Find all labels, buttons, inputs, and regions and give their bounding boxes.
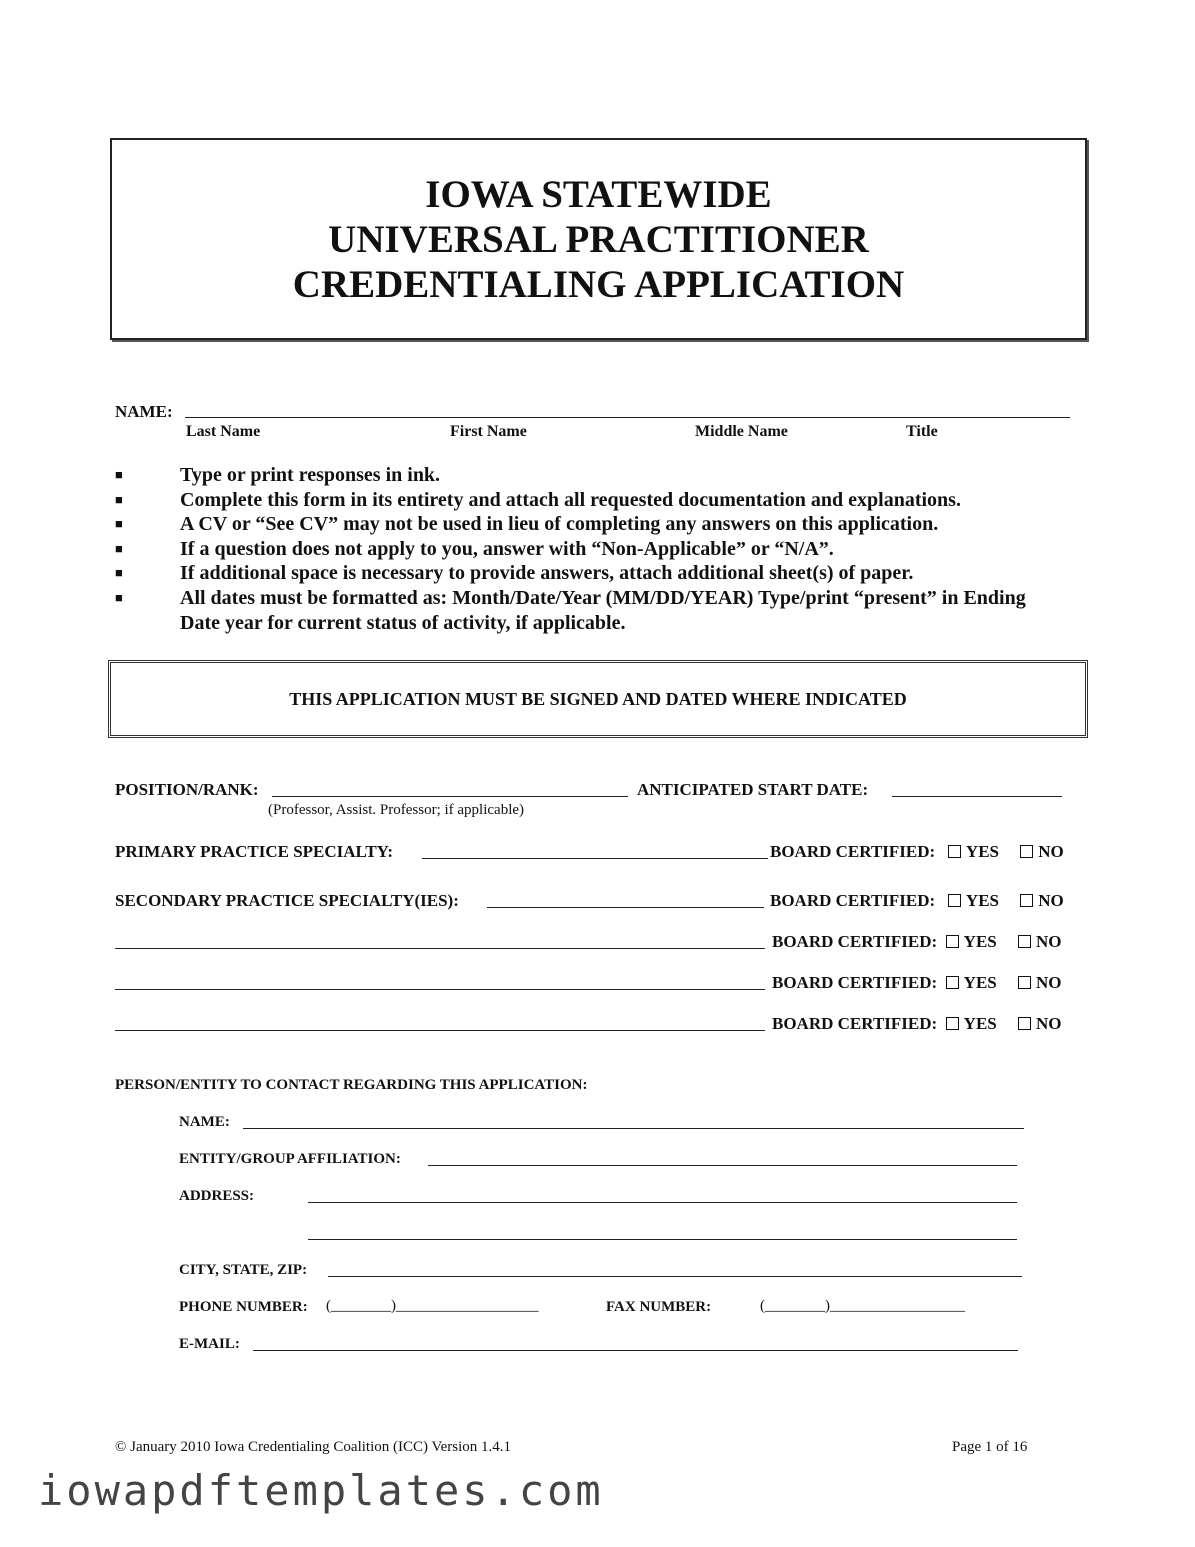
position-rank-input-line[interactable] [272,796,628,797]
fax-label: FAX NUMBER: [606,1299,712,1315]
start-date-input-line[interactable] [892,796,1062,797]
secondary-board-yes-checkbox[interactable] [948,894,961,907]
title-line-1: IOWA STATEWIDE [425,173,772,216]
instruction-item: ■ Type or print responses in ink. [115,464,441,486]
bullet-icon: ■ [115,540,123,556]
contact-name-input-line[interactable] [243,1128,1024,1129]
copyright-footer: © January 2010 Iowa Credentialing Coalition (ICC) Version 1.4.1 [115,1439,512,1455]
email-input-line[interactable] [253,1350,1018,1351]
bullet-icon: ■ [115,467,123,482]
primary-board-yes-checkbox[interactable] [948,845,961,858]
last-name-label: Last Name [186,423,261,440]
title-label: Title [906,423,938,440]
additional-board-certified-3: BOARD CERTIFIED: YES NO [772,1014,1062,1033]
instruction-item: ■ All dates must be formatted as: Month/Date/Year (MM/DD/YEAR) Type/print “present” in Ending Date year for current status of activity, if applicable. [115,586,1026,634]
bullet-icon: ■ [115,516,123,532]
primary-board-certified: BOARD CERTIFIED: YES NO [770,842,1064,861]
secondary-board-no-checkbox[interactable] [1020,894,1033,907]
name-input-line[interactable] [185,417,1070,418]
additional-3-no-checkbox[interactable] [1018,1017,1031,1030]
additional-board-certified-1: BOARD CERTIFIED: YES NO [772,932,1062,951]
email-label: E-MAIL: [179,1336,240,1352]
position-rank-label: POSITION/RANK: [115,780,259,799]
instructions-list [115,463,1075,635]
title-box [110,138,1087,340]
instruction-item: ■ If additional space is necessary to provide answers, attach additional sheet(s) of paper. [115,562,914,585]
additional-3-yes-checkbox[interactable] [946,1017,959,1030]
primary-specialty-label: PRIMARY PRACTICE SPECIALTY: [115,842,394,861]
page-number: Page 1 of 16 [952,1439,1028,1455]
start-date-label: ANTICIPATED START DATE: [637,780,869,799]
position-rank-hint: (Professor, Assist. Professor; if applicable) [268,802,525,818]
address-input-line-2[interactable] [308,1239,1017,1240]
title-line-2: UNIVERSAL PRACTITIONER [328,218,869,261]
instruction-item: ■ If a question does not apply to you, answer with “Non-Applicable” or “N/A”. [115,537,834,560]
secondary-board-certified-1: BOARD CERTIFIED: YES NO [770,891,1064,910]
additional-2-yes-checkbox[interactable] [946,976,959,989]
contact-heading: PERSON/ENTITY TO CONTACT REGARDING THIS APPLICATION: [115,1077,588,1093]
city-state-zip-input-line[interactable] [328,1276,1022,1277]
affiliation-input-line[interactable] [428,1165,1017,1166]
primary-board-no-checkbox[interactable] [1020,845,1033,858]
middle-name-label: Middle Name [695,423,788,440]
instruction-item: ■ A CV or “See CV” may not be used in lieu of completing any answers on this application. [115,513,939,536]
city-state-zip-label: CITY, STATE, ZIP: [179,1262,308,1278]
first-name-label: First Name [450,423,527,440]
address-input-line-1[interactable] [308,1202,1017,1203]
additional-specialty-line-3[interactable] [115,1030,765,1031]
secondary-specialty-input-line[interactable] [487,907,764,908]
watermark-text: iowapdftemplates.com [38,1466,604,1515]
additional-board-certified-2: BOARD CERTIFIED: YES NO [772,973,1062,992]
additional-1-no-checkbox[interactable] [1018,935,1031,948]
instruction-item: ■ Complete this form in its entirety and attach all requested documentation and explanations. [115,488,961,511]
title-line-3: CREDENTIALING APPLICATION [292,263,905,306]
phone-label: PHONE NUMBER: [179,1299,308,1315]
contact-name-label: NAME: [179,1114,230,1130]
bullet-icon: ■ [115,491,123,507]
primary-specialty-input-line[interactable] [422,858,768,859]
signature-notice-box [108,660,1088,738]
affiliation-label: ENTITY/GROUP AFFILIATION: [179,1151,401,1167]
signature-notice: THIS APPLICATION MUST BE SIGNED AND DATED WHERE INDICATED [289,689,907,709]
additional-2-no-checkbox[interactable] [1018,976,1031,989]
name-label: NAME: [115,402,173,421]
address-label: ADDRESS: [179,1188,255,1204]
phone-input[interactable]: (________)___________________ [326,1298,539,1314]
additional-specialty-line-1[interactable] [115,948,765,949]
secondary-specialty-label: SECONDARY PRACTICE SPECIALTY(IES): [115,891,459,910]
additional-1-yes-checkbox[interactable] [946,935,959,948]
additional-specialty-line-2[interactable] [115,989,765,990]
bullet-icon: ■ [115,565,123,581]
fax-input[interactable]: (________)__________________ [760,1298,965,1314]
bullet-icon: ■ [115,589,123,605]
